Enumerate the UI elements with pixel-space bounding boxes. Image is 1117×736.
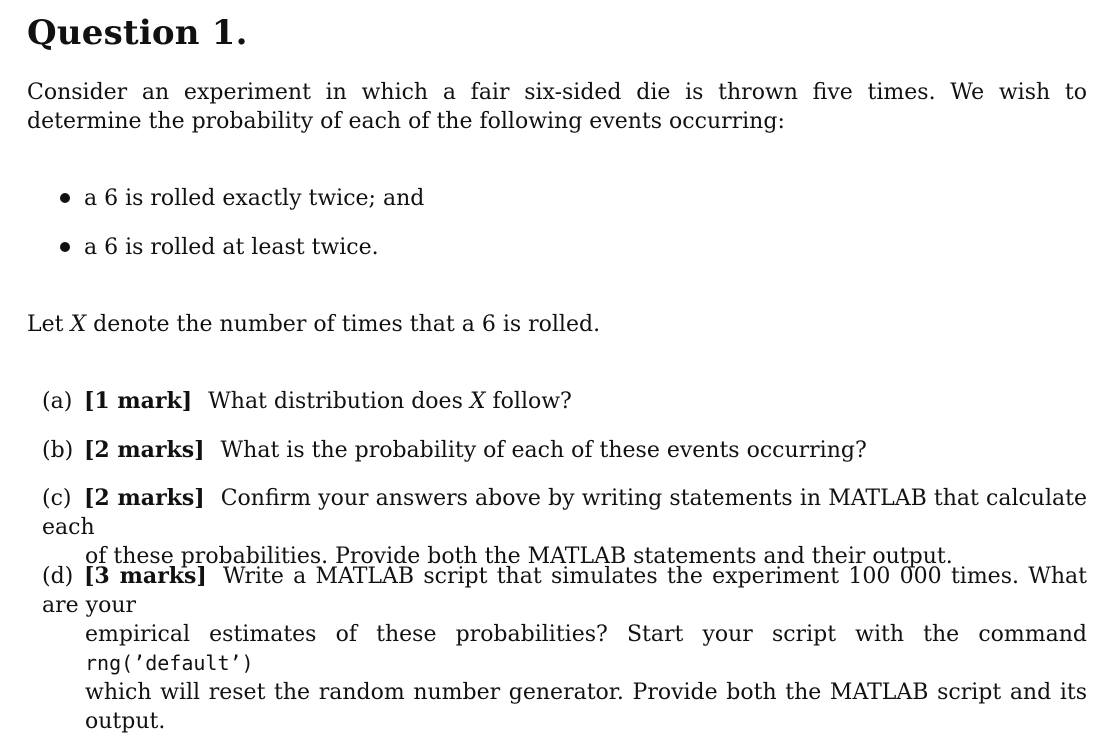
part-text-line-2: of these probabilities. Provide both the MATLAB statements and their output.	[85, 544, 953, 569]
part-text-line-2: empirical estimates of these probabilities? Start your script with the command	[85, 622, 1087, 647]
part-line-1	[42, 484, 1087, 542]
part-line-2	[42, 620, 1087, 678]
part-text-line-3: which will reset the random number generator. Provide both the MATLAB script and its output.	[85, 680, 1087, 734]
definition-paragraph	[27, 310, 1087, 339]
part-label: (d)	[42, 564, 74, 589]
code-snippet: rng(’default’)	[85, 651, 254, 675]
part-b	[42, 436, 1087, 465]
definition-text-after: denote the number of times that a 6 is rolled.	[86, 312, 601, 337]
bullet-icon	[60, 242, 70, 252]
part-c	[42, 484, 1087, 571]
part-label: (c)	[42, 486, 72, 511]
marks-badge: [3 marks]	[84, 563, 207, 589]
variable-x: X	[70, 312, 87, 337]
part-a	[42, 387, 1087, 416]
part-d	[42, 562, 1087, 736]
event-item-exactly-twice	[60, 184, 424, 213]
part-label: (b)	[42, 438, 74, 463]
marks-badge: [2 marks]	[84, 437, 205, 463]
marks-badge: [1 mark]	[84, 388, 193, 414]
part-text-before: What distribution does	[208, 389, 470, 414]
part-label: (a)	[42, 389, 73, 414]
part-text-line-1: Write a MATLAB script that simulates the experiment 100 000 times. What are your	[42, 564, 1087, 618]
marks-badge: [2 marks]	[84, 485, 205, 511]
part-text-after: follow?	[485, 389, 572, 414]
part-text-line-1: Confirm your answers above by writing statements in MATLAB that calculate each	[42, 486, 1087, 540]
event-text: a 6 is rolled at least twice.	[84, 235, 379, 260]
part-line-1	[42, 562, 1087, 620]
event-text: a 6 is rolled exactly twice; and	[84, 186, 425, 211]
event-item-at-least-twice	[60, 233, 379, 262]
variable-x: X	[469, 389, 486, 414]
part-text: What is the probability of each of these events occurring?	[220, 438, 867, 463]
intro-paragraph: Consider an experiment in which a fair six-sided die is thrown five times. We wish to determine the probability of each of the following events occurring:	[27, 80, 1087, 134]
definition-text-before: Let	[27, 312, 71, 337]
bullet-icon	[60, 193, 70, 203]
question-title: Question 1.	[27, 13, 248, 53]
